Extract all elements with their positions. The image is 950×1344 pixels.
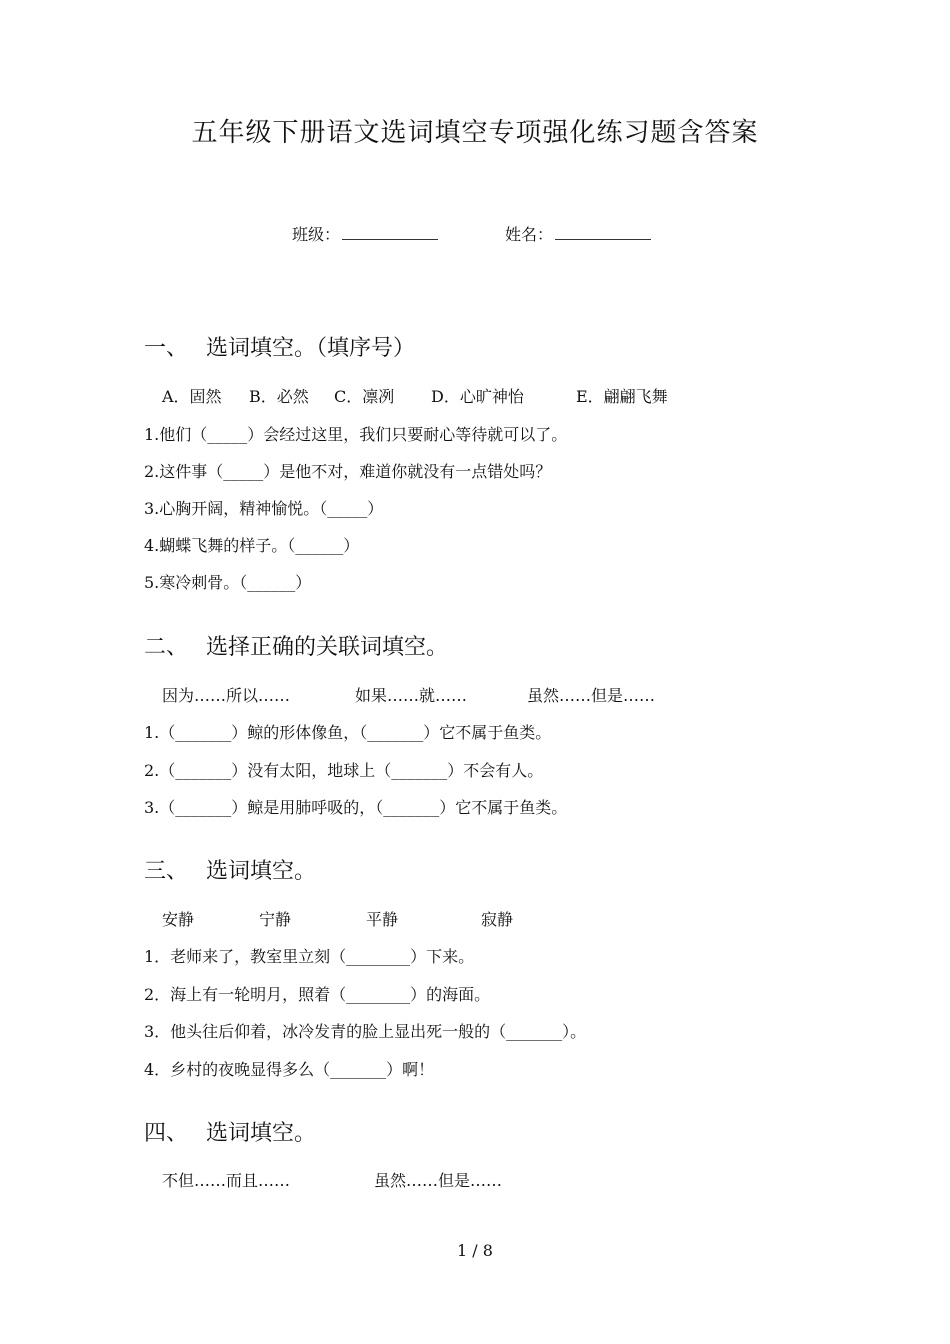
class-blank xyxy=(342,223,438,240)
name-label: 姓名： xyxy=(505,225,554,244)
question-3-4: 4．乡村的夜晚显得多么（_______）啊！ xyxy=(144,1060,435,1079)
section-title: 选择正确的关联词填空。 xyxy=(206,635,449,660)
option-d: D．心旷神怡 xyxy=(431,387,524,406)
question-1-4: 4.蝴蝶飞舞的样子。（______） xyxy=(144,536,360,555)
question-2-3: 3.（_______）鲸是用肺呼吸的，（_______）它不属于鱼类。 xyxy=(144,798,568,817)
section-number: 三、 xyxy=(144,859,189,884)
connective-option: 如果……就…… xyxy=(355,686,468,705)
word-option: 平静 xyxy=(366,910,399,929)
option-b: B．必然 xyxy=(249,387,309,406)
question-1-2: 2.这件事（_____）是他不对，难道你就没有一点错处吗？ xyxy=(144,462,552,481)
section-title: 选词填空。 xyxy=(206,1121,317,1146)
section-title: 选词填空。（填序号） xyxy=(206,336,416,361)
question-1-3: 3.心胸开阔，精神愉悦。（_____） xyxy=(144,499,384,518)
connective-option: 因为……所以…… xyxy=(162,686,291,705)
question-3-2: 2．海上有一轮明月，照着（________）的海面。 xyxy=(144,985,491,1004)
connective-option: 不但……而且…… xyxy=(162,1171,291,1190)
section-1-heading xyxy=(144,331,415,362)
word-option: 宁静 xyxy=(259,910,292,929)
question-2-1: 1.（_______）鲸的形体像鱼，（_______）它不属于鱼类。 xyxy=(144,723,552,742)
section-title: 选词填空。 xyxy=(206,859,317,884)
question-1-1: 1.他们（_____）会经过这里，我们只要耐心等待就可以了。 xyxy=(144,425,568,444)
option-e: E．翩翩飞舞 xyxy=(576,387,668,406)
option-a: A．固然 xyxy=(162,387,222,406)
section-number: 四、 xyxy=(144,1121,189,1146)
section-number: 一、 xyxy=(144,336,189,361)
page-title: 五年级下册语文选词填空专项强化练习题含答案 xyxy=(191,118,759,148)
word-option: 安静 xyxy=(162,910,195,929)
section-3-heading xyxy=(144,854,316,885)
option-c: C．凛冽 xyxy=(334,387,395,406)
class-field xyxy=(292,222,438,245)
class-label: 班级： xyxy=(292,225,341,244)
connective-option: 虽然……但是…… xyxy=(527,686,656,705)
section-number: 二、 xyxy=(144,635,189,660)
question-3-1: 1．老师来了，教室里立刻（________）下来。 xyxy=(144,947,475,966)
page-indicator: 1 / 8 xyxy=(457,1241,493,1260)
question-1-5: 5.寒冷刺骨。（______） xyxy=(144,573,312,592)
question-3-3: 3．他头往后仰着，冰冷发青的脸上显出死一般的（_______）。 xyxy=(144,1022,587,1041)
question-2-2: 2.（_______）没有太阳，地球上（_______）不会有人。 xyxy=(144,761,544,780)
name-blank xyxy=(555,223,651,240)
section-4-heading xyxy=(144,1116,316,1147)
name-field xyxy=(505,222,651,245)
word-option: 寂静 xyxy=(481,910,514,929)
connective-option: 虽然……但是…… xyxy=(374,1171,503,1190)
section-2-heading xyxy=(144,630,448,661)
